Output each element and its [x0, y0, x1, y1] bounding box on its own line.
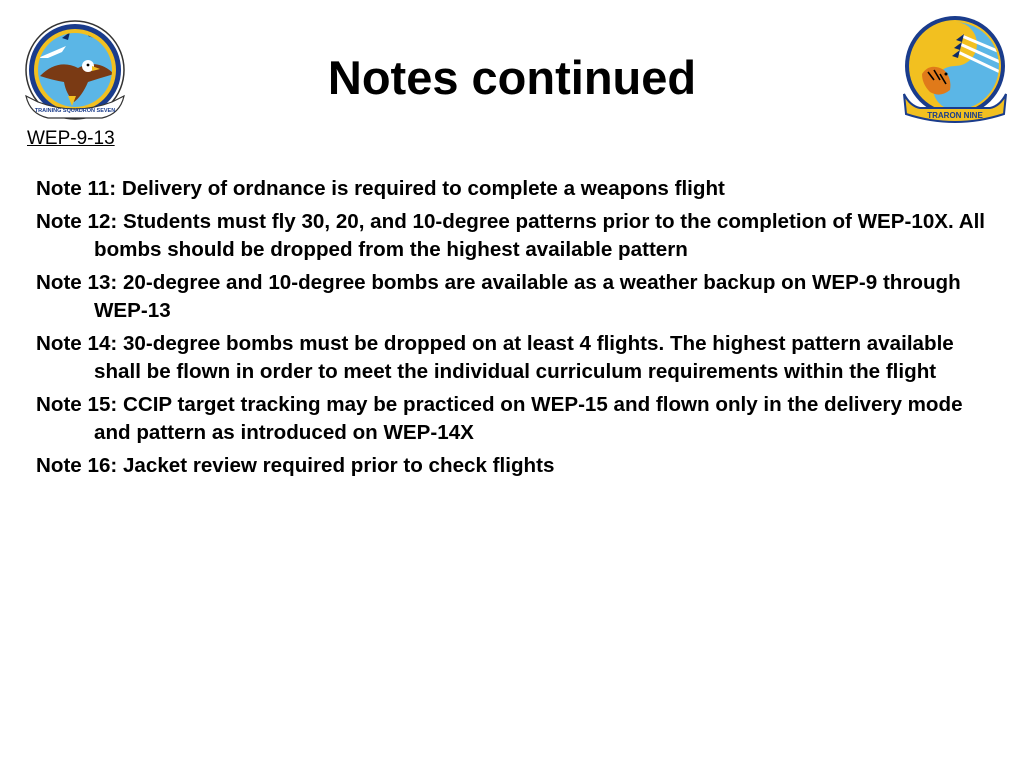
svg-text:TRARON NINE: TRARON NINE [927, 111, 983, 120]
note-16: Note 16: Jacket review required prior to check flights [36, 454, 555, 477]
squadron-nine-logo [900, 14, 1010, 126]
event-label: WEP-9-13 [27, 128, 115, 149]
svg-text:TRAINING SQUADRON SEVEN: TRAINING SQUADRON SEVEN [34, 108, 116, 114]
note-12: Note 12: Students must fly 30, 20, and 10-degree patterns prior to the completion of WEP-10X. All bombs should be dropped from the highest available pattern [36, 210, 986, 261]
notes-list [36, 175, 996, 485]
note-14: Note 14: 30-degree bombs must be dropped on at least 4 flights. The highest pattern available shall be flown in order to meet the individual curriculum requirements within the flight [36, 332, 954, 383]
note-13: Note 13: 20-degree and 10-degree bombs are available as a weather backup on WEP-9 through WEP-13 [36, 271, 961, 322]
note-11: Note 11: Delivery of ordnance is required to complete a weapons flight [36, 177, 725, 200]
page-title: Notes continued [327, 51, 697, 104]
note-15: Note 15: CCIP target tracking may be practiced on WEP-15 and flown only in the delivery mode and pattern as introduced on WEP-14X [36, 393, 963, 444]
